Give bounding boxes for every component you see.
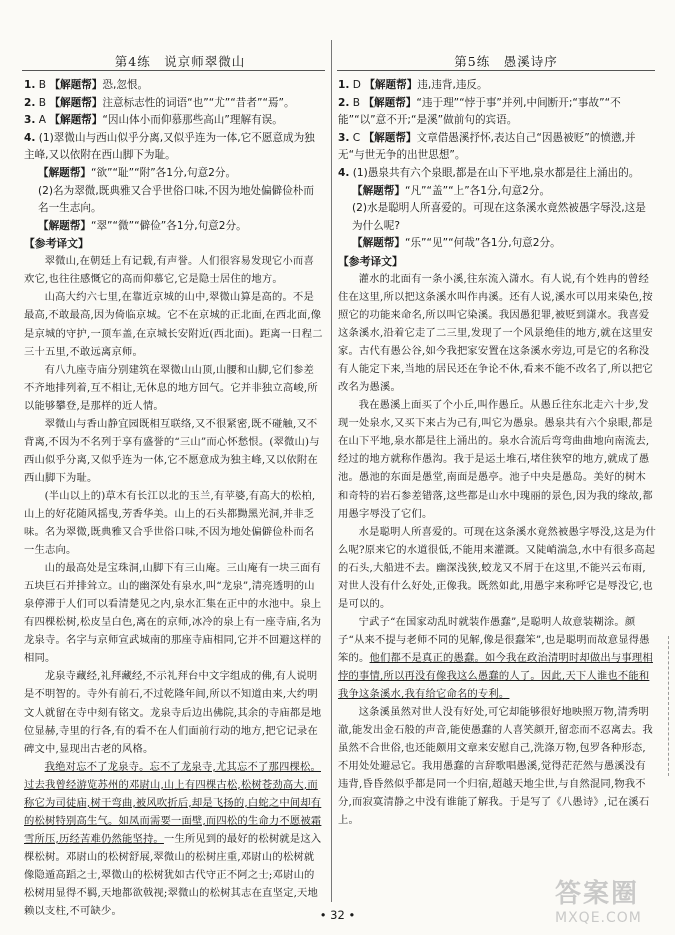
answer-number: 3. [338, 131, 350, 144]
answer-item [338, 95, 656, 130]
answer-text: 违,违背,违反。 [417, 79, 488, 91]
translation-paragraph: 我在愚溪上面买了个小丘,叫作愚丘。从愚丘往东北走六十步,发现一处泉水,又买下来占为己有,叫它为愚泉。愚泉共有六个泉眼,都是在山下平地,泉水都是往上涌出的。泉水合流后弯弯曲曲地向南流去,经过的地方就称作愚沟。我于是运土堆石,堵住狭窄的地方,就成了愚池。愚池的东面是愚堂,南面是愚亭。池子中央是愚岛。美好的树木和奇特的岩石参差错落,这些都是山水中瑰丽的景色,因为我的缘故,都用愚字辱没了它们。 [338, 399, 653, 520]
reference-translation-heading: 【参考译文】 [338, 254, 403, 268]
answer-choice: C [352, 131, 361, 144]
answer-sub: (2)名为翠微,既典雅又合乎世俗口味,不因为地处偏僻俭朴而名一生志向。 [38, 184, 314, 215]
left-column [24, 77, 324, 920]
page-number: • 32 • [319, 908, 356, 922]
translation-paragraph: 山高大约六七里,在靠近京城的山中,翠微山算是高的。不是最高,不敢最高,因为倚临京城。它不在京城的正北面,在西北面,像是京城的守护,一顶车盖,在京城长安附近(西北面)。距离一日程二三十五里,不敢远离京师。 [24, 291, 323, 358]
answer-text: “因山体小而仰慕那些高山”理解有误。 [102, 114, 283, 127]
watermark-line2: MXQE.COM [555, 910, 642, 926]
answer-text: (1)翠微山与西山似乎分离,又似乎连为一体,它不愿意成为独主峰,又以依附在西山脚下为耻。 [24, 131, 315, 162]
translation-text: 宁武子“在国家动乱时就装作愚蠢”,是聪明人故意装糊涂。颜子“从来不提与老师不同的见解,像是很蠢笨”,也是聪明而故意显得愚笨的。 [338, 615, 650, 664]
translation-paragraph: 山的最高处是宝珠洞,山脚下有三山庵。三山庵有一块三面有五块巨石并排耸立。山的幽深处有泉水,叫“龙泉”,清亮透明的山泉停滞于人们可以看清楚见之内,泉水汇集在正中的水池中。泉上有四棵松树,松皮呈白色,离在的京师,冰冷的泉上有一座寺庙,名为龙泉寺。名字与京师宣武城南的那座寺庙相同,它并不回避这样的相同。 [24, 562, 322, 665]
answer-item [24, 112, 324, 130]
answer-tag: 【解题帮】 [38, 219, 91, 232]
answer-item [24, 130, 324, 165]
answer-explain [24, 165, 324, 183]
translation-paragraph: 翠微山,在朝廷上有记载,有声誉。人们很容易发现它小而喜欢它,也往往感慨它的高而仰慕它,它是隐士居住的地方。 [24, 255, 314, 286]
left-column-title: 第4练 说京师翠微山 [114, 54, 246, 69]
answer-number: 1. [338, 79, 350, 91]
answer-item [338, 165, 656, 183]
translation-paragraph: 有八九座寺庙分别建筑在翠微山山顶,山腰和山脚,它们参差不齐地排列着,互不相让,无休息的地方回气。它并非独立高峻,所以能够攀登,是那样的近人情。 [24, 363, 318, 412]
underlined-text: 我绝对忘不了龙泉寺。忘不了龙泉寺,尤其忘不了那四棵松。过去我曾经游览苏州的邓尉山,山上有四棵古松,松树苍劲高大,而称它为司徒庙,树干弯曲,被风吹折后,却是飞扬的,白蛇之中间却有的松树特别高生气。如凤而需要一面壁,而四松的生命力不愿被霜雪所压,历经苦难仍然能坚持。 [24, 760, 322, 845]
left-title-rule [22, 70, 325, 71]
translation-paragraph: 水是聪明人所喜爱的。可现在这条溪水竟然被愚字辱没,这是为什么呢?原来它的水道很低,不能用来灌溉。又陡峭湍急,水中有很多高起的石头,大船进不去。幽深浅狭,蛟龙又不屑于在这里,不能兴云布雨,对世人没有什么好处,正像我。既然如此,用愚字来称呼它是辱没它,也是可以的。 [338, 525, 656, 610]
answer-text: 文章借愚溪抒怀,表达自己“因愚被贬”的愤懑,并无“与世无争的出世思想”。 [338, 131, 636, 162]
translation-paragraph: 灌水的北面有一条小溪,往东流入潇水。有人说,有个姓冉的曾经住在这里,所以把这条溪水叫作冉溪。还有人说,溪水可以用来染色,按照它的功能来命名,所以叫它染溪。我因愚犯罪,被贬到潇水。我喜爱这条溪水,沿着它走了二三里,发现了一个风景绝佳的地方,就在这里安家。古代有愚公谷,如今我把家安置在这条溪水旁边,可是它的名称没有人能定下来,当地的居民还在争论不休,看来不能不改名了,所以把它改名为愚溪。 [338, 272, 653, 394]
answer-explain [338, 183, 656, 201]
answer-item [24, 95, 324, 113]
answer-text: (1)愚泉共有六个泉眼,都是在山下平地,泉水都是往上涌出的。 [352, 166, 640, 179]
answer-text: “乐”“见”“何哉”各1分,句意2分。 [404, 237, 561, 250]
translation-paragraph [338, 613, 656, 703]
underlined-text: 他们都不是真正的愚蠢。如今我在政治清明时却做出与事理相悖的事情,所以再没有像我这么愚蠢的人了。因此,天下人谁也不能和我争这条溪水,我有给它命名的专利。 [338, 651, 653, 701]
translation-paragraph: 翠微山与香山静宜园既相互联络,又不很紧密,既不碰触,又不背离,不因为不名列于享有盛誉的“三山”而心怀愁恨。(翠微山)与西山似乎分离,又似乎连为一体,它不愿意成为独主峰,又以依附在西山脚下为耻。 [24, 417, 320, 484]
answer-text: 注意标志性的词语“也”“尤”“昔者”“焉”。 [102, 96, 295, 109]
watermark-logo [555, 873, 665, 929]
answer-tag: 【解题帮】 [363, 131, 417, 144]
answer-tag: 【解题帮】 [49, 96, 103, 109]
answer-tag: 【解题帮】 [364, 79, 418, 91]
answer-number: 1. [24, 79, 36, 91]
answer-text: “翠”“微”“僻俭”各1分,句意2分。 [90, 219, 247, 232]
answer-choice: D [352, 79, 361, 91]
answer-item [24, 77, 324, 95]
answer-number: 4. [24, 131, 36, 144]
watermark-line1: 答案圈 [555, 879, 640, 909]
answer-list [338, 77, 656, 253]
answer-choice: B [38, 79, 47, 91]
answer-number: 3. [24, 114, 36, 127]
column-divider [331, 40, 332, 902]
answer-item [338, 130, 656, 165]
translation-paragraph: 龙泉寺藏经,礼拜藏经,不示礼拜台中文字组成的佛,有人说明是不明智的。寺外有前石,不过乾隆年间,所以不知道由来,大约明文人就留在寺中刻有铭文。龙泉寺后边出佛院,其余的寺庙都是地位显赫,寺里的行各,有的看不在人们面前行动的地方,把它记录在碑文中,显现出古老的风格。 [24, 670, 322, 755]
answer-choice: B [352, 96, 361, 109]
answer-explain [338, 235, 656, 253]
binding-dashed-line [668, 636, 673, 776]
answer-tag: 【解题帮】 [49, 114, 103, 127]
answer-number: 4. [338, 166, 350, 179]
answer-sub: (2)水是聪明人所喜爱的。可现在这条溪水竟然被愚字辱没,这是为什么呢? [352, 202, 646, 232]
answer-text: “违于理”“悖于事”并列,中间断开;“事故”“不能”“以”意不开;“是溪”做前句的宾语。 [338, 96, 621, 127]
right-title-rule [337, 70, 655, 71]
answer-choice: B [38, 96, 47, 109]
answer-tag: 【解题帮】 [49, 79, 103, 91]
answer-item [338, 77, 656, 95]
answer-text: “凡”“盖”“上”各1分,句意2分。 [404, 184, 551, 197]
answer-number: 2. [24, 96, 36, 109]
right-column [338, 77, 656, 829]
answer-number: 2. [338, 96, 350, 109]
answer-tag: 【解题帮】 [352, 184, 405, 197]
answer-list [24, 77, 324, 235]
answer-explain [24, 218, 324, 236]
answer-text: “欲”“耻”“附”各1分,句意2分。 [90, 166, 237, 179]
translation-paragraph: (半山以上的)草木有长江以北的玉兰,有苹婆,有高大的松柏,山上的好花随风摇曳,芳香华美。山上的石头都黝黑光洞,并非乏味。名为翠微,既典雅又合乎世俗口味,不因为地处偏僻俭朴而名一生志向。 [24, 489, 316, 557]
answer-text: 恐,忽恨。 [102, 79, 149, 91]
answer-tag: 【解题帮】 [352, 237, 405, 250]
translation-paragraph: 这条溪虽然对世人没有好处,可它却能够很好地映照万物,清秀明澈,能发出金石般的声音,能使愚蠢的人喜笑颜开,留恋而不忍离去。我虽然不合世俗,也还能颇用文章来安慰自己,洗涤万物,包罗各种形态,不用处处避忌它。我用愚蠢的言辞歌唱愚溪,觉得茫茫然与愚溪没有违背,昏昏然似乎都是同一个归宿,超越天地尘世,与自然混同,物我不分,而寂寞清静之中没有谁能了解我。于是写了《八愚诗》,记在溪石上。 [338, 706, 653, 827]
answer-tag: 【解题帮】 [38, 166, 91, 179]
answer-choice: A [38, 114, 47, 127]
translation-text: 一生所见到的最好的松树就是这入棵松树。邓尉山的松树舒展,翠微山的松树庄重,邓尉山的松树就像隐遁高蹈之士,翠微山的松树犹如古代守正不阿之士;邓尉山的松树用显得不羁,天地都欲戟视;翠微山的松树其志在直坚定,天地赖以支柱,不可缺少。 [24, 832, 322, 918]
answer-tag: 【解题帮】 [363, 96, 417, 109]
translation-paragraph [24, 758, 324, 920]
reference-translation-heading: 【参考译文】 [24, 237, 89, 251]
right-column-title: 第5练 愚溪诗序 [454, 54, 558, 69]
